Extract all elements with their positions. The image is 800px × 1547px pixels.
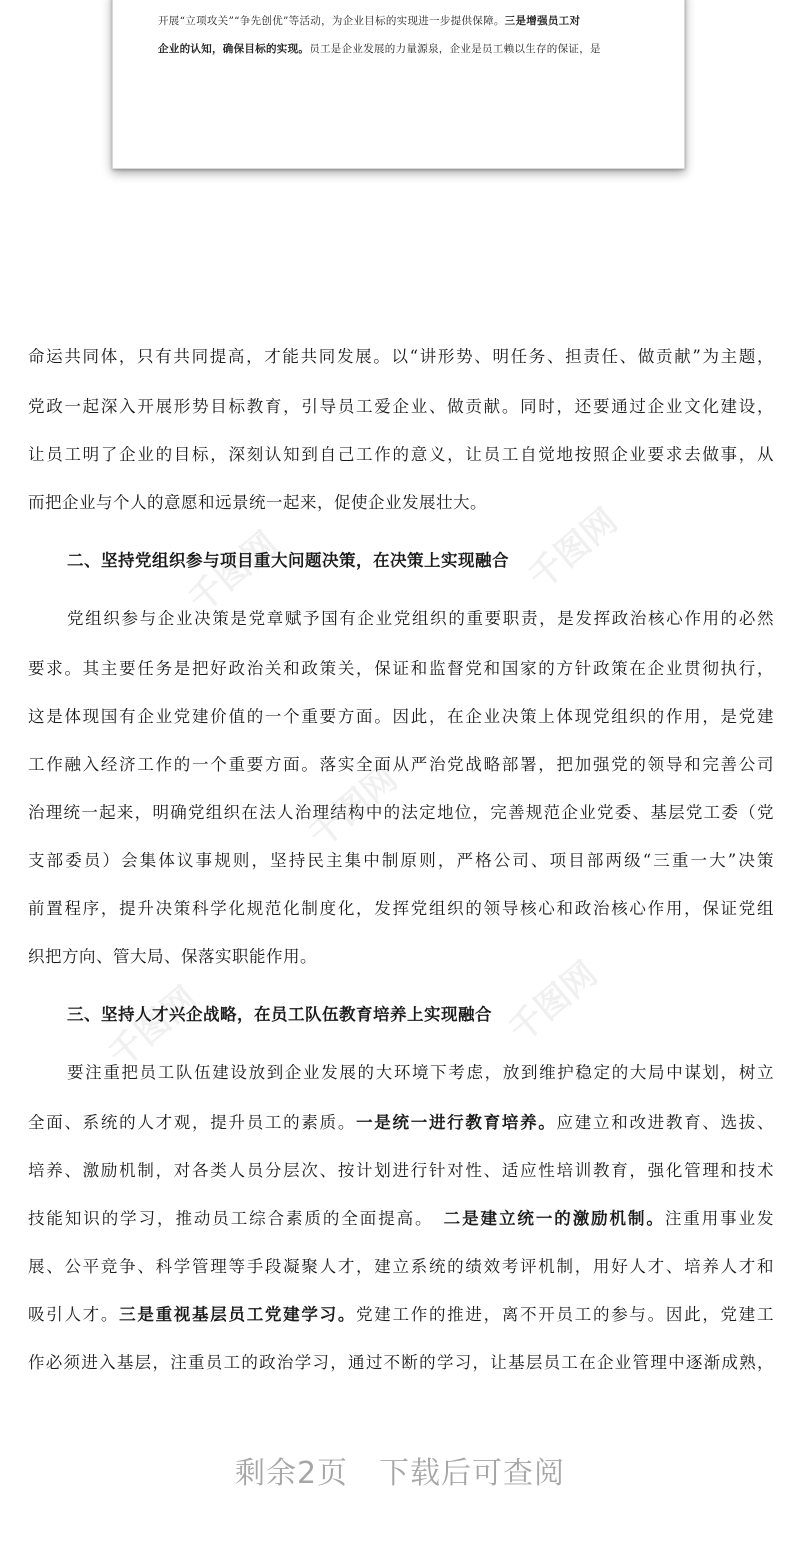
watermark: 千图网 [301, 759, 406, 856]
download-to-read-more-link[interactable]: 剩余2页 下载后可查阅 [234, 1456, 566, 1491]
watermark: 千图网 [101, 979, 206, 1076]
preview-page-card [112, 0, 685, 169]
paragraph-2-line: 党组织参与企业决策是党章赋予国有企业党组织的重要职责，是发挥政治核心作用的必然 [67, 609, 774, 628]
paragraph-3-line: 展、公平竞争、科学管理等手段凝聚人才，建立系统的绩效考评机制，用好人才、培养人才和 [28, 1257, 774, 1276]
section-heading-2: 二、坚持党组织参与项目重大问题决策，在决策上实现融合 [67, 551, 509, 570]
paragraph-3-line: 技能知识的学习，推动员工综合素质的全面提高。 二是建立统一的激励机制。注重用事业发 [28, 1209, 775, 1228]
watermark: 千图网 [521, 501, 626, 598]
paragraph-3-line: 培养、激励机制，对各类人员分层次、按计划进行针对性、适应性培训教育，强化管理和技术 [28, 1161, 774, 1180]
paragraph-2-line: 这是体现国有企业党建价值的一个重要方面。因此，在企业决策上体现党组织的作用，是党建 [28, 707, 774, 726]
section-heading-3: 三、坚持人才兴企战略，在员工队伍教育培养上实现融合 [67, 1005, 492, 1024]
paragraph-2-line: 要求。其主要任务是把好政治关和政策关，保证和监督党和国家的方针政策在企业贯彻执行， [28, 659, 774, 678]
paragraph-1-line: 而把企业与个人的意愿和远景统一起来，促使企业发展壮大。 [28, 493, 487, 512]
paragraph-3-line: 吸引人才。三是重视基层员工党建学习。党建工作的推进，离不开员工的参与。因此，党建工 [28, 1305, 775, 1324]
paragraph-3-line: 全面、系统的人才观，提升员工的素质。一是统一进行教育培养。应建立和改进教育、选拔、 [28, 1113, 775, 1132]
watermark: 千图网 [501, 954, 606, 1051]
paragraph-1-line: 命运共同体，只有共同提高，才能共同发展。以“讲形势、明任务、担责任、做贡献”为主题， [28, 347, 774, 366]
paragraph-2-line: 前置程序，提升决策科学化规范化制度化，发挥党组织的领导核心和政治核心作用，保证党组 [28, 899, 774, 918]
watermark: 千图网 [181, 524, 286, 621]
preview-line-2: 企业的认知，确保目标的实现。员工是企业发展的力量源泉，企业是员工赖以生存的保证，是 [158, 43, 601, 55]
paragraph-1-line: 党政一起深入开展形势目标教育，引导员工爱企业、做贡献。同时，还要通过企业文化建设， [28, 397, 774, 416]
paragraph-2-line: 支部委员）会集体议事规则，坚持民主集中制原则，严格公司、项目部两级“三重一大”决策 [28, 851, 774, 870]
paragraph-2-line: 治理统一起来，明确党组织在法人治理结构中的法定地位，完善规范企业党委、基层党工委（党 [28, 803, 774, 822]
paragraph-2-line: 工作融入经济工作的一个重要方面。落实全面从严治党战略部署，把加强党的领导和完善公司 [28, 755, 774, 774]
preview-line-1: 开展“立项攻关”“争先创优”等活动，为企业目标的实现进一步提供保障。三是增强员工对 [158, 15, 581, 27]
paragraph-2-line: 织把方向、管大局、保落实职能作用。 [28, 947, 317, 966]
paragraph-3-line: 要注重把员工队伍建设放到企业发展的大环境下考虑，放到维护稳定的大局中谋划，树立 [67, 1063, 774, 1082]
paragraph-3-line: 作必须进入基层，注重员工的政治学习，通过不断的学习，让基层员工在企业管理中逐渐成熟， [28, 1353, 774, 1372]
paragraph-1-line: 让员工明了企业的目标，深刻认知到自己工作的意义，让员工自觉地按照企业要求去做事，从 [28, 445, 774, 464]
